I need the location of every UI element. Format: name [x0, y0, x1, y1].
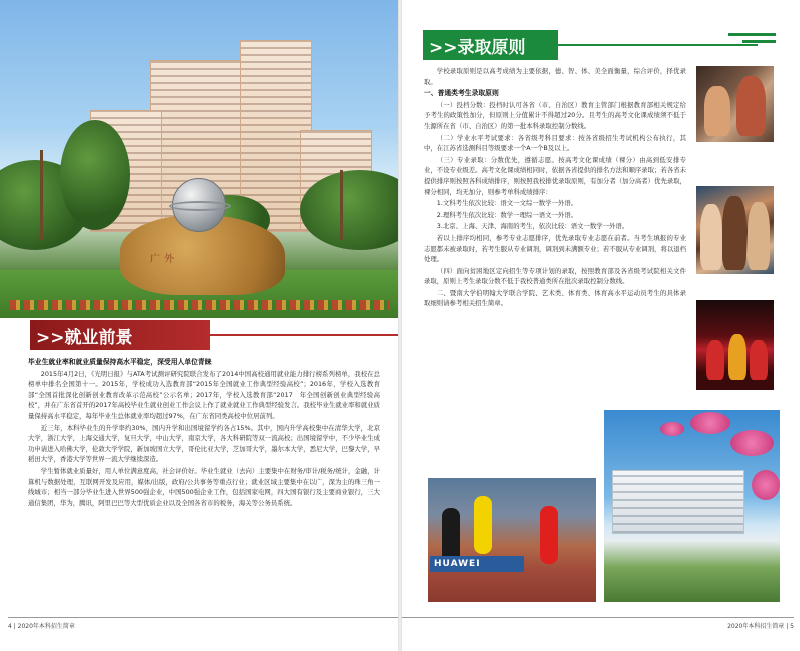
- campus-photo: [0, 0, 398, 318]
- runner: [474, 496, 492, 554]
- campus-building-white: [612, 470, 744, 534]
- performer: [706, 340, 724, 380]
- blossom-cluster: [690, 412, 730, 434]
- performer: [750, 340, 768, 380]
- decorative-line: [742, 40, 776, 43]
- paragraph: 2015年4月2日，《光明日报》与ATA考试测评研究院联合发布了2014中国高校通用就业能力排行榜系列榜单，我校在总榜单中排名全国第十一。2015年，学校成功入选教育部“2015年全国就业工作典型经验高校”；2016年，学校入选教育部“全国首批深化创新创业教育改革示范高校”公示名单；2017年，学校入选教育部“2017 年全国创新创业典型经验高校”，并在广东省首开的2017年高校毕业生就业创业工作会议上作了就业就业工作典型经验发言。我校毕业生就业率和就业质量保持高水平稳定，每年毕业生总体就业率均超过97%，在广东省同类高校中位居前列。: [28, 369, 380, 420]
- person: [700, 204, 722, 270]
- footer-rule: [8, 617, 398, 618]
- students-photo: [696, 66, 774, 142]
- person: [704, 86, 730, 136]
- person: [722, 196, 746, 270]
- paragraph: 近三年，本科毕业生的升学率约30%，国内升学和出国境留学约各占15%。其中，国内升学高校集中在清华大学，北京大学，浙江大学，上海交通大学，复旦大学，中山大学，南京大学，各大科研院等双一流高校；出国境留学中，不少毕业生成功申请进入哈佛大学，伦敦大学学院，新加坡国立大学，哥伦比亚大学，芝加哥大学，墨尔本大学，悉尼大学，巴黎大学，早稻田大学，香港大学等世界一流大学继续深造。: [28, 423, 380, 464]
- person: [736, 76, 766, 136]
- paragraph: （一）投档分数：投档时认可各省（市、自治区）教育主管部门根据教育部相关规定给予考生的政策性加分，但原则上分值累计不得超过20分。且考生的高考文化课成绩须不低于生源所在省（市、自治区）的第一批本科录取控制分数线。: [424, 100, 686, 130]
- performer: [728, 334, 746, 380]
- admission-text: [424, 66, 686, 310]
- palm-trunk: [40, 150, 43, 240]
- employment-heading: 毕业生就业率和就业质量保持高水平稳定，深受用人单位青睐: [28, 358, 212, 366]
- list-item: 2.理科考生依次比较：数学一理综一语文一外语。: [436, 210, 578, 219]
- footer-left: 4 | 2020年本科招生简章: [8, 623, 75, 630]
- decorative-line: [728, 33, 776, 36]
- performance-photo: [696, 300, 774, 390]
- paragraph: （二）学业水平考试要求：各省级考科目要求：按各省级招生考试机构公布执行，其中，在江苏省选测科目等级要求一个A一个B及以上。: [424, 133, 686, 153]
- international-students-photo: [696, 186, 774, 274]
- track-race-photo: [428, 478, 596, 602]
- section-title-admission: >>录取原则: [423, 30, 558, 60]
- rock-inscription: 广外: [150, 254, 178, 265]
- subheading: 一、普通类考生录取原则: [424, 89, 499, 98]
- blossom-cluster: [660, 422, 684, 436]
- flower-bed: [10, 300, 390, 310]
- paragraph: 二、暨南大学伯明翰大学联合学院、艺术类、体育类、体育高水平运动员考生的具体录取细则请参考相关招生简章。: [424, 288, 686, 308]
- section-title-employment: >>就业前景: [30, 320, 210, 350]
- section-rule: [558, 44, 758, 46]
- person: [748, 202, 770, 270]
- blossom-cluster: [730, 430, 774, 456]
- globe-sculpture: [172, 178, 226, 232]
- paragraph: （三）专业录取：分数优先，遵循志愿。按高考文化课成绩（裸分）由高到低安排专业，不设专业级差。高考文化课成绩相同时，依据各省提供的排名方法和顺序录取；若各省未提供排序则按照各科成绩排序，则按照我校排优录取原则，有加分者（加分高者）优先录取，裸分相同，均无加分，则参考单科成绩排序：: [424, 155, 687, 196]
- palm-trunk: [340, 170, 343, 240]
- paragraph: 若以上排序均相同，参考专业志愿排序，优先录取专业志愿在前者。当考生填报的专业志愿都未被录取时，若考生服从专业调剂，调剂到未满额专业；若不服从专业调剂，将以退档处理。: [424, 233, 687, 264]
- runner: [540, 506, 558, 564]
- footer-rule: [402, 617, 794, 618]
- blossom-cluster: [752, 470, 780, 500]
- paragraph: 学校录取原则是以高考成绩为主要依据，德、智、体、美全面衡量，综合评价，择优录取。: [424, 67, 686, 86]
- left-page: [0, 0, 398, 651]
- list-item: 3.北京、上海、天津、海南的考生，依次比较：语文一数学一外语。: [436, 222, 629, 231]
- tree: [60, 120, 130, 230]
- sponsor-banner: HUAWEI: [430, 556, 524, 572]
- paragraph: 学生暂体就业质量好，用人单位满意度高，社会评价好。毕业生就业（去向）主要集中在财务/审计/税务/统计，金融，计算机与数据处理，互联网开发及应用，媒体/出版，政府/公共事务等重点行业；就业区域主要集中在以广，深为主的珠三角一线城市；相当一部分毕业生进入世界500强企业，中国500强企业工作，包括国家电网，四大国有银行及主要商业银行，三大通信集团，华为，腾讯，阿里巴巴等大型优质企业以及全国各省市的税务，海关等公务员系统。: [28, 466, 380, 507]
- paragraph: （四）面向贫困地区定向招生等专项计划的录取，按照教育部及各省级考试院相关文件录取，原则上考生录取分数不低于我校普通类所在批次录取控制分数线。: [424, 266, 686, 286]
- footer-right: 2020年本科招生简章 | 5: [727, 623, 794, 630]
- employment-text: [28, 357, 380, 509]
- list-item: 1.文科考生依次比较：语文一文综一数学一外语。: [436, 199, 578, 208]
- section-rule: [210, 334, 398, 336]
